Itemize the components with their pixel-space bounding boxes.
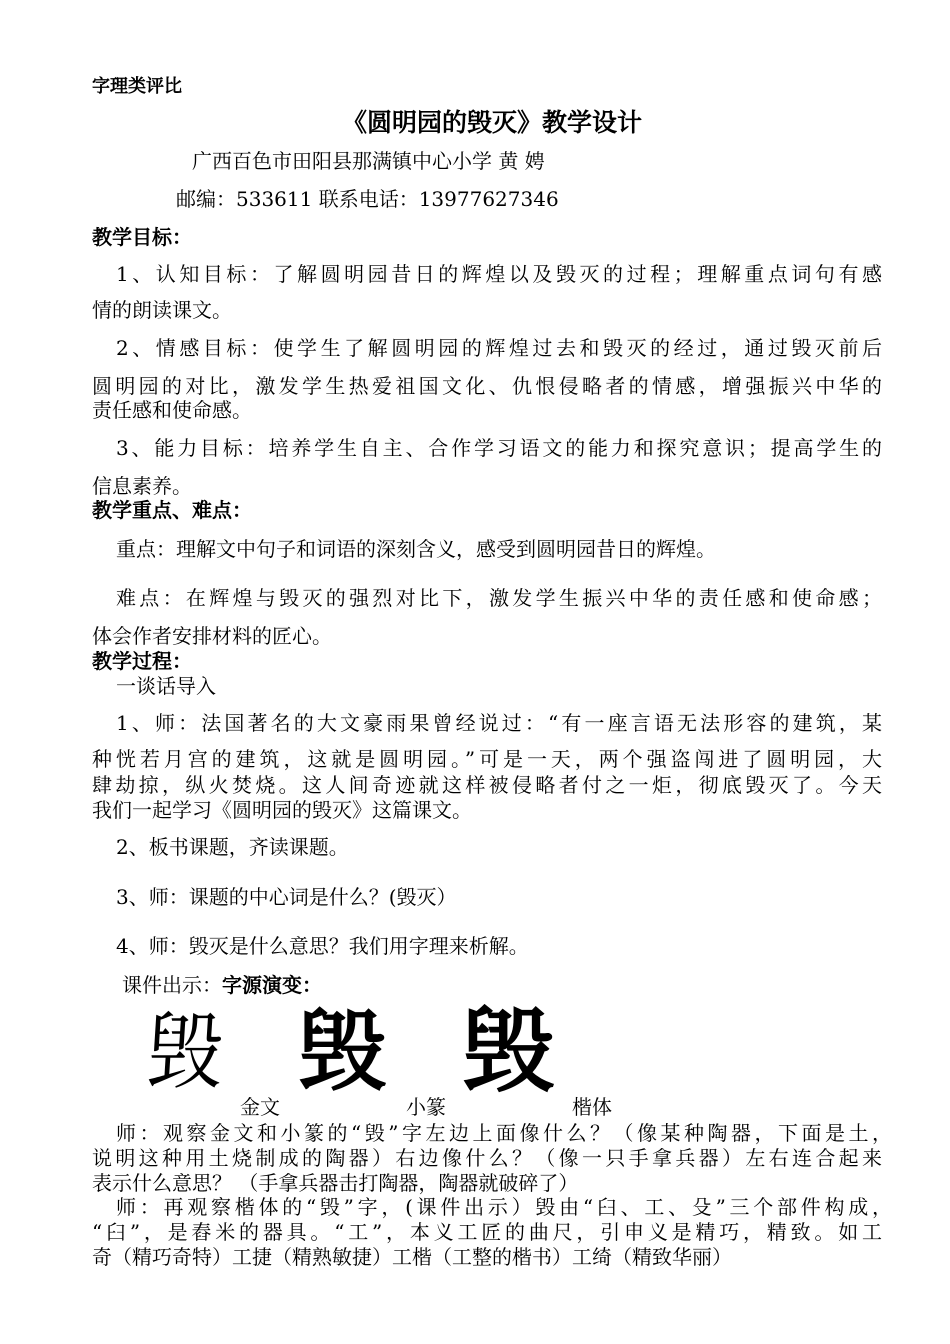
intro-step: 一谈话导入 <box>116 674 216 698</box>
goal-3-line-2: 信息素养。 <box>92 474 192 498</box>
paragraph-4: 4、师：毁灭是什么意思？我们用字理来析解。 <box>116 934 529 958</box>
kaiti-glyph: 毁 <box>462 998 555 1105</box>
courseware-emphasis: 字源演变： <box>222 973 322 997</box>
jinwen-glyph: 毁 <box>144 1003 226 1101</box>
teacher-2-line-1: 师：再观察楷体的“毁”字，(课件出示）毁由“臼、工、殳”三个部件构成， <box>116 1195 892 1219</box>
teacher-1-line-3: 表示什么意思？ （手拿兵器击打陶器，陶器就破碎了） <box>92 1171 579 1195</box>
author-line: 广西百色市田阳县那满镇中心小学 黄 娉 <box>192 149 545 173</box>
paragraph-2: 2、板书课题，齐读课题。 <box>116 835 349 859</box>
goal-2-line-1: 2、情感目标：使学生了解圆明园的辉煌过去和毁灭的经过，通过毁灭前后 <box>116 336 882 360</box>
category-label: 字理类评比 <box>92 76 182 97</box>
key-points-heading: 教学重点、难点： <box>92 498 252 522</box>
courseware-line <box>122 972 922 998</box>
caption-xiaozhuan: 小篆 <box>406 1095 446 1119</box>
difficult-point-line-1: 难点：在辉煌与毁灭的强烈对比下，激发学生振兴中华的责任感和使命感； <box>116 586 882 610</box>
goal-2-line-2: 圆明园的对比，激发学生热爱祖国文化、仇恨侵略者的情感，增强振兴中华的 <box>92 374 882 398</box>
paragraph-1-line-3: 肆劫掠，纵火焚烧。这人间奇迹就这样被侵略者付之一炬，彻底毁灭了。今天 <box>92 773 882 797</box>
goal-1-line-2: 情的朗读课文。 <box>92 298 232 322</box>
paragraph-1-line-2: 种恍若月宫的建筑，这就是圆明园。”可是一天，两个强盗闯进了圆明园，大 <box>92 747 882 771</box>
goals-heading: 教学目标： <box>92 225 192 249</box>
contact-line: 邮编：533611 联系电话：13977627346 <box>176 187 559 211</box>
key-point-line: 重点：理解文中句子和词语的深刻含义，感受到圆明园昔日的辉煌。 <box>116 537 716 561</box>
paragraph-3: 3、师：课题的中心词是什么？(毁灭） <box>116 885 457 909</box>
teacher-1-line-1: 师：观察金文和小篆的“毁”字左边上面像什么？（像某种陶器，下面是土， <box>116 1121 892 1145</box>
difficult-point-line-2: 体会作者安排材料的匠心。 <box>92 624 332 648</box>
goal-1-line-1: 1、认知目标：了解圆明园昔日的辉煌以及毁灭的过程；理解重点词句有感 <box>116 262 882 286</box>
page-title: 《圆明园的毁灭》教学设计 <box>341 108 642 137</box>
paragraph-1-line-1: 1、师：法国著名的大文豪雨果曾经说过：“有一座言语无法形容的建筑，某 <box>116 711 882 735</box>
process-heading: 教学过程： <box>92 649 192 673</box>
goal-3-line-1: 3、能力目标：培养学生自主、合作学习语文的能力和探究意识；提高学生的 <box>116 436 882 460</box>
teacher-1-line-2: 说明这种用土烧制成的陶器）右边像什么？（像一只手拿兵器）左右连合起来 <box>92 1146 882 1170</box>
teacher-2-line-3: 奇（精巧奇特）工捷（精熟敏捷）工楷（工整的楷书）工绮（精致华丽） <box>92 1245 732 1269</box>
courseware-label: 课件出示： <box>122 973 222 997</box>
paragraph-1-line-4: 我们一起学习《圆明园的毁灭》这篇课文。 <box>92 798 472 822</box>
teacher-2-line-2: “臼”，是舂米的器具。“工”，本义工匠的曲尺，引申义是精巧，精致。如工 <box>92 1220 882 1244</box>
caption-kaiti: 楷体 <box>572 1095 612 1119</box>
goal-2-line-3: 责任感和使命感。 <box>92 398 252 422</box>
caption-jinwen: 金文 <box>240 1095 280 1119</box>
xiaozhuan-glyph: 毁 <box>298 1000 387 1103</box>
